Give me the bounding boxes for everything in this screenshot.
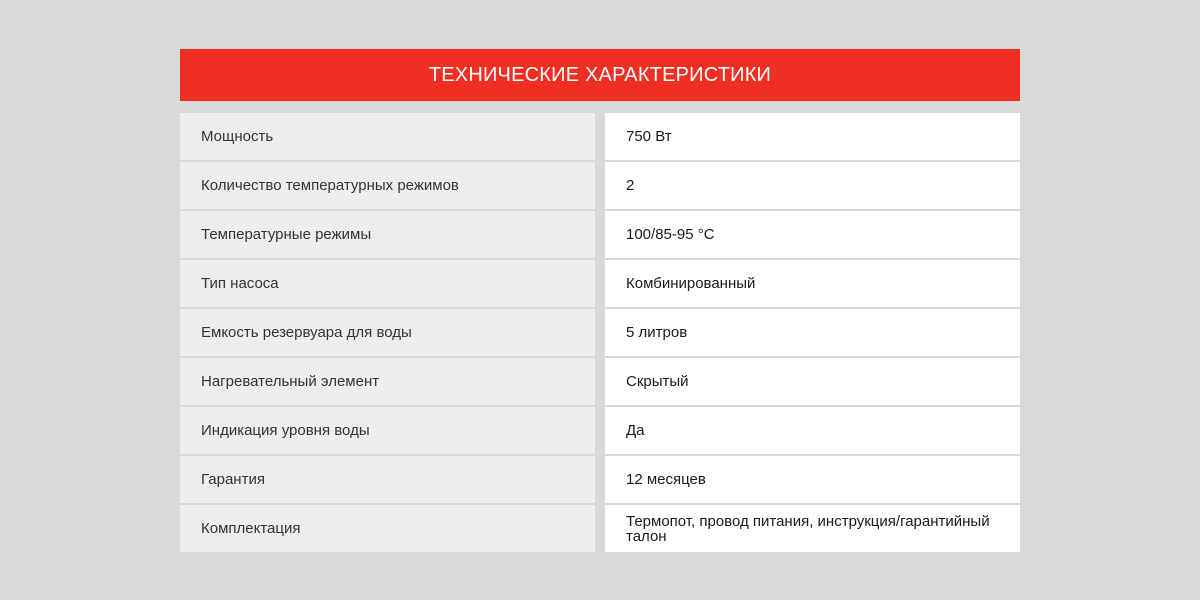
spec-label: Гарантия	[180, 456, 595, 503]
spec-label: Нагревательный элемент	[180, 358, 595, 405]
spec-value: 750 Вт	[605, 113, 1020, 160]
spec-row-pump-type	[180, 260, 1020, 307]
spec-row-water-level	[180, 407, 1020, 454]
spec-value: Да	[605, 407, 1020, 454]
spec-label: Мощность	[180, 113, 595, 160]
spec-row-package-contents	[180, 505, 1020, 552]
spec-row-warranty	[180, 456, 1020, 503]
spec-row-temp-modes	[180, 211, 1020, 258]
spec-table	[180, 49, 1020, 552]
spec-row-heating-element	[180, 358, 1020, 405]
spec-value: 2	[605, 162, 1020, 209]
spec-table-title: ТЕХНИЧЕСКИЕ ХАРАКТЕРИСТИКИ	[180, 49, 1020, 101]
spec-label: Тип насоса	[180, 260, 595, 307]
spec-value: Скрытый	[605, 358, 1020, 405]
spec-row-temp-mode-count	[180, 162, 1020, 209]
spec-label: Комплектация	[180, 505, 595, 552]
spec-value: 100/85-95 °C	[605, 211, 1020, 258]
spec-value: 5 литров	[605, 309, 1020, 356]
spec-label: Температурные режимы	[180, 211, 595, 258]
spec-label: Индикация уровня воды	[180, 407, 595, 454]
spec-value: 12 месяцев	[605, 456, 1020, 503]
spec-row-power	[180, 113, 1020, 160]
spec-rows	[180, 113, 1020, 552]
spec-value: Комбинированный	[605, 260, 1020, 307]
spec-row-tank-capacity	[180, 309, 1020, 356]
spec-value: Термопот, провод питания, инструкция/гарантийный талон	[605, 505, 1020, 552]
spec-label: Количество температурных режимов	[180, 162, 595, 209]
spec-label: Емкость резервуара для воды	[180, 309, 595, 356]
